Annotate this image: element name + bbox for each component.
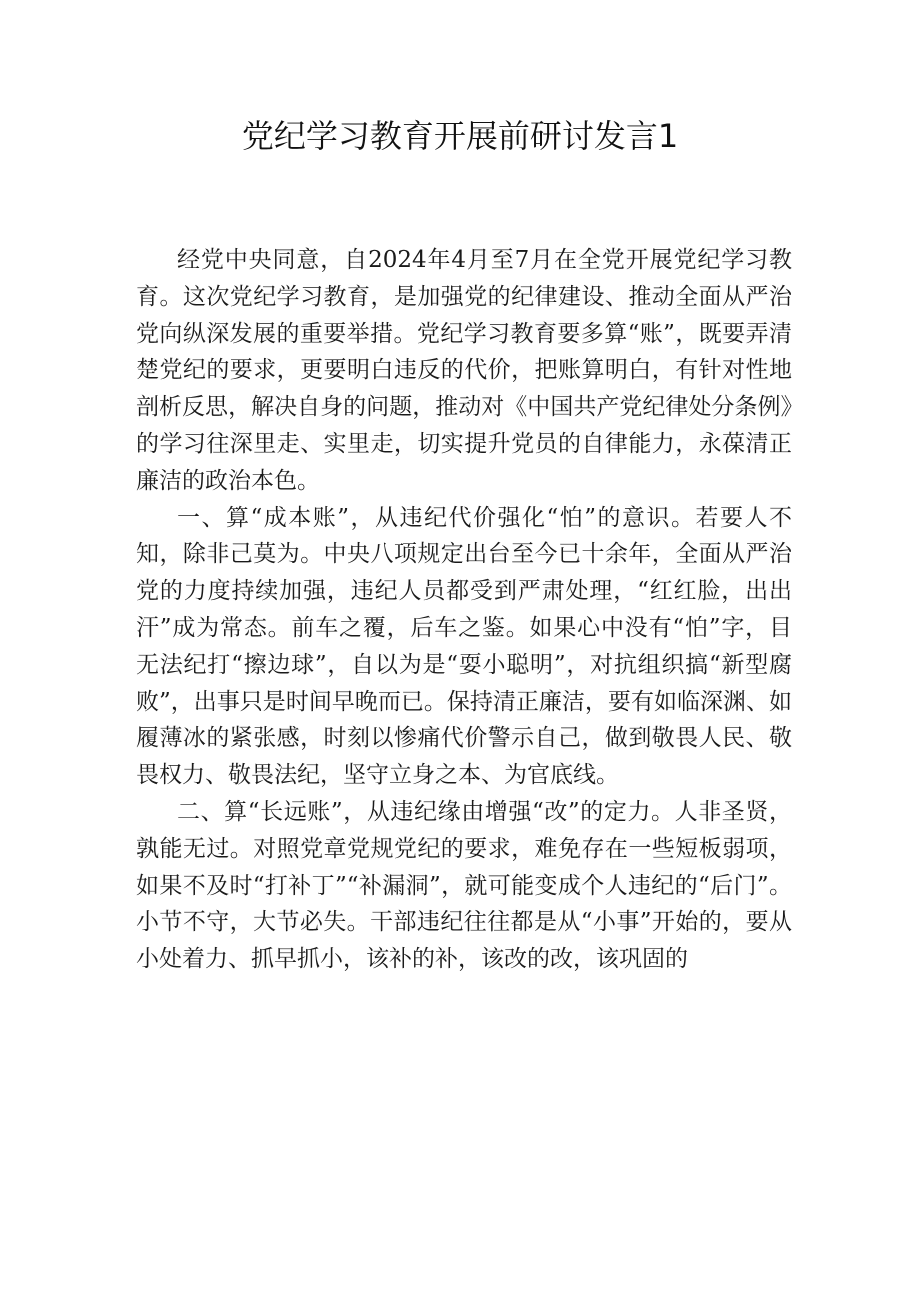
paragraph-intro: 经党中央同意，自2024年4月至7月在全党开展党纪学习教育。这次党纪学习教育，是加强党的纪律建设、推动全面从严治党向纵深发展的重要举措。党纪学习教育要多算“账”，既要弄清楚党纪的要求，更要明白违反的代价，把账算明白，有针对性地剖析反思，解决自身的问题，推动对《中国共产党纪律处分条例》的学习往深里走、实里走，切实提升党员的自律能力，永葆清正廉洁的政治本色。 bbox=[136, 247, 792, 494]
document-body bbox=[136, 242, 792, 978]
paragraph-section-1: 一、算“成本账”，从违纪代价强化“怕”的意识。若要人不知，除非己莫为。中央八项规定出台至今已十余年，全面从严治党的力度持续加强，违纪人员都受到严肃处理，“红红脸，出出汗”成为常态。前车之覆，后车之鉴。如果心中没有“怕”字，目无法纪打“擦边球”，自以为是“耍小聪明”，对抗组织搞“新型腐败”，出事只是时间早晚而已。保持清正廉洁，要有如临深渊、如履薄冰的紧张感，时刻以惨痛代价警示自己，做到敬畏人民、敬畏权力、敬畏法纪，坚守立身之本、为官底线。 bbox=[136, 504, 792, 789]
paragraph-section-2: 二、算“长远账”，从违纪缘由增强“改”的定力。人非圣贤，孰能无过。对照党章党规党纪的要求，难免存在一些短板弱项，如果不及时“打补丁”“补漏洞”，就可能变成个人违纪的“后门”。小节不守，大节必失。干部违纪往往都是从“小事”开始的，要从小处着力、抓早抓小，该补的补，该改的改，该巩固的 bbox=[136, 798, 792, 973]
document-title: 党纪学习教育开展前研讨发言1 bbox=[241, 117, 679, 155]
